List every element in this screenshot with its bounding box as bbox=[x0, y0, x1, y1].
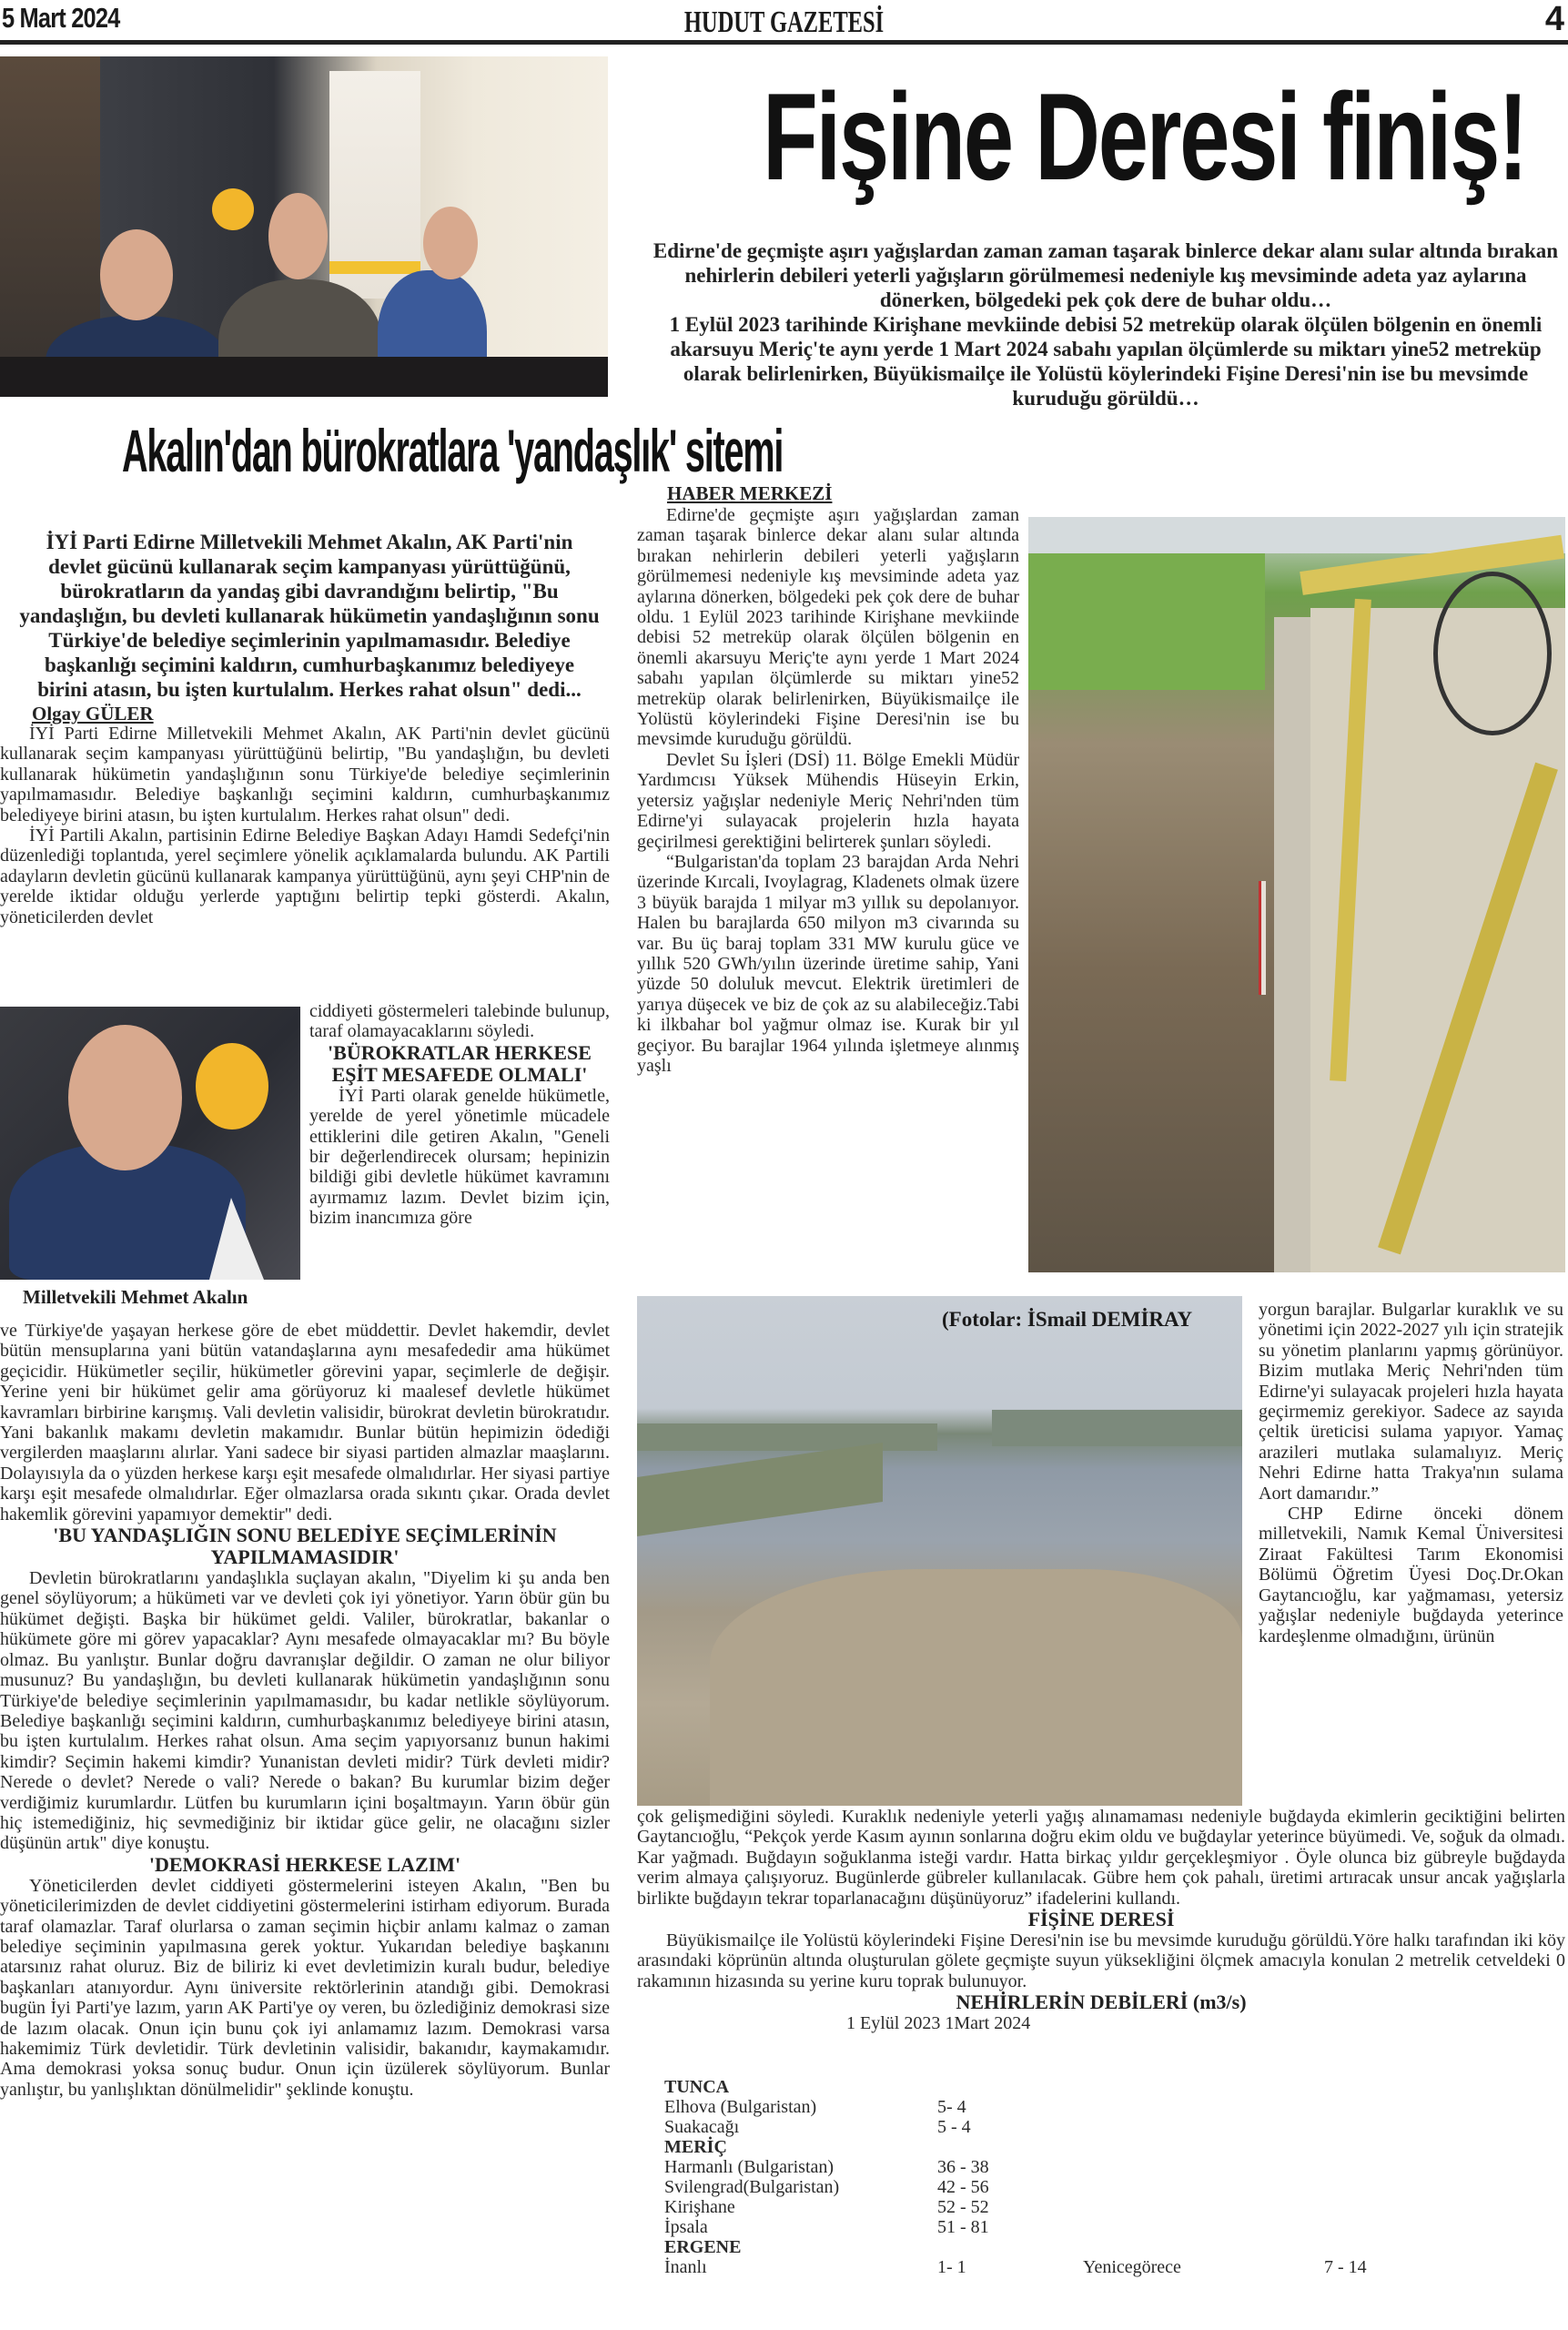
portrait-caption: Milletvekili Mehmet Akalın bbox=[23, 1286, 248, 1308]
station: İnanlı bbox=[664, 2257, 707, 2277]
bridge-photo bbox=[1028, 517, 1565, 1272]
table-row bbox=[664, 2117, 1556, 2137]
paragraph: Yöneticilerden devlet ciddiyeti göstermelerini isteyen Akalın, "Ben bu yöneticilerimizden de devlet ciddiyetini göstermelerini istirham ediyorum. Burada taraf olamazlar. Taraf olurlarsa o zaman seçimin hiçbir anlamı kalmaz o zaman belediye seçiminin yapılmasına gerek yoktur. Yukarıdan belediye başkanını atarsınız rahat oluruz. Biz de biliriz ki evet devletimizin kuralı budur, belediye başkanları atanıyordur. Aynı üniversite rektörlerinin atandığı gibi. Demokrasi bugün İyi Parti'ye lazım, yarın AK Parti'ye oy veren, bu özlediğiniz demokrasi size de lazım olacak. Onun için bunu çok iyi anlamamız lazım. Demokrasi varsa hakemimiz Türk devletidir. Türk devletinin valisidir, bakanıdır, kaymakamıdır. Ama demokrasi yoksa sonuç budur. Onun için üzülerek söylüyorum. Bunlar yanlıştır, bu yanlışlıktan dönülmelidir" şeklinde konuştu. bbox=[0, 1875, 610, 2100]
right-headline: Fişine Deresi finiş! bbox=[763, 67, 1527, 206]
paragraph: Büyükismailçe ile Yolüstü köylerindeki Fişine Deresi'nin ise bu mevsimde kuruduğu görüldü.Yöre halkı tarafından iki köy arasındaki köprünün altında oluşturulan gölete geçmişte suyun yüksekliğini ölçmek amacıyla konulan 2 metrelik cetveldeki 0 rakamının hizasında su yerine kuru toprak bulunuyor. bbox=[637, 1930, 1565, 1991]
table-section-meric bbox=[664, 2137, 1556, 2157]
river-photo bbox=[637, 1296, 1242, 1806]
left-byline: Olgay GÜLER bbox=[32, 703, 154, 724]
paragraph: Devletin bürokratlarını yandaşlıkla suçlayan akalın, "Diyelim ki şu anda ben genel söylüyorum; a hükümeti var ve devleti çok iyi yönetiyor. Yarın öbür gün bu hükümet değişti. Başka bir hükümet geldi. Valiler, bürokratlar, bakanlar o hükümete göre mi görev yapacaklar? Aynı mesafede olmayacaklar mı? Bu böyle olmaz. Bu yanlıştır. Bunlar doğru davranışlar değildir. O zaman ne olur biliyor musunuz? Bu yandaşlığın, bu devleti kullanarak hükümetin yandaşlığının sonu Türkiye'de belediye seçimlerinin yapılmamasıdır, bu kadar netlikle söylüyorum. Belediye başkanlığı seçimini kaldırın, cumhurbaşkanımız belediyeye birini atasın, bu işten kurtulalım. Herkes rahat olsun. Ama seçim yapıyorsanız bunun hakimi kimdir? Seçimin hakemi kimdir? Yunanistan devleti midir? Türk devleti midir? Nerede o devlet? Nerede o vali? Nerede o bakan? Bu kurumlar bizim değer verdiğimiz kurumlardır. Lütfen bu kurumların içini boşaltmayın. Yarın öbür gün hiç istemediğiniz, hiç sevmediğiniz bir iktidar güce gelir, ne olacağını sizler düşünün artık" diye konuştu. bbox=[0, 1568, 610, 1854]
paragraph: İYİ Parti Edirne Milletvekili Mehmet Akalın, AK Parti'nin devlet gücünü kullanarak seçim kampanyası yürüttüğünü belirtip, "Bu yandaşlığın, bu devleti kullanarak hükümetin yandaşlığının sonu Türkiye'de belediye seçimlerinin yapılmamasıdır. Belediye başkanlığı seçimini kaldırın, cumhurbaşkanımız belediyeye birini atasın, bu işten kurtulalım. Herkes rahat olsun" dedi. bbox=[0, 724, 610, 826]
party-logo-text bbox=[177, 66, 205, 129]
person-right-head bbox=[423, 207, 478, 279]
sun-logo-icon bbox=[196, 1043, 268, 1130]
right-lead bbox=[651, 238, 1561, 410]
flow-values: 1- 1 bbox=[937, 2257, 966, 2277]
section-label: MERİÇ bbox=[664, 2137, 727, 2157]
treeline-right bbox=[992, 1410, 1242, 1446]
poster-banner bbox=[329, 261, 420, 274]
subhead-burokratlar: 'BÜROKRATLAR HERKESE EŞİT MESAFEDE OLMALI' bbox=[328, 1040, 592, 1086]
flow-values: 5 - 4 bbox=[937, 2117, 971, 2137]
dry-riverbed bbox=[710, 1569, 1242, 1806]
left-lead: İYİ Parti Edirne Milletvekili Mehmet Akalın, AK Parti'nin devlet gücünü kullanarak seçim kampanyası yürüttüğünü, bürokratların da yandaş gibi davrandığını belirtip, "Bu yandaşlığın, bu devleti kullanarak hükümetin yandaşlığının sonu Türkiye'de belediye seçimlerinin yapılmamasıdır. Belediye başkanlığı seçimini kaldırın, cumhurbaşkanımız belediyeye birini atasın, bu işten kurtulalım. Herkes rahat olsun" dedi... bbox=[19, 531, 600, 701]
table-row bbox=[664, 2157, 1556, 2177]
flow-values: 5- 4 bbox=[937, 2097, 966, 2117]
table-row bbox=[664, 2177, 1556, 2197]
person-center-head bbox=[268, 193, 328, 279]
flow-values: 52 - 52 bbox=[937, 2197, 989, 2217]
flow-values: 36 - 38 bbox=[937, 2157, 989, 2177]
paragraph: Devlet Su İşleri (DSİ) 11. Bölge Emekli Müdür Yardımcısı Yüksek Mühendis Hüseyin Erkin, yetersiz yağışlar nedeniyle Meriç Nehri'nden tüm Edirne'yi sulayacak projelerin hızla hayata geçirilmesi gerektiğini belirterek şunları söyledi. bbox=[637, 749, 1019, 852]
lead-paragraph: 1 Eylül 2023 tarihinde Kirişhane mevkiinde debisi 52 metreküp olarak ölçülen bölgenin en önemli akarsuyu Meriç'te aynı yerde 1 Mart 2024 sabahı yapılan ölçümlerde su miktarı yine52 metreküp olarak belirlenirken, Büyükismailçe ile Yolüstü köylerindeki Fişine Deresi'nin ise bu mevsimde kuruduğu görüldü… bbox=[669, 313, 1543, 410]
paragraph: ciddiyeti göstermeleri talebinde bulunup, taraf olamayacaklarını söyledi. bbox=[309, 1001, 610, 1042]
subhead-yandaslik: 'BU YANDAŞLIĞIN SONU BELEDİYE SEÇİMLERİNİN YAPILMAMASIDIR' bbox=[53, 1524, 557, 1569]
concrete-wall bbox=[1274, 617, 1310, 1272]
paragraph: İYİ Partili Akalın, partisinin Edirne Belediye Başkan Adayı Hamdi Sedefçi'nin düzenlediği toplantıda, yerel seçimlere yönelik açıklamalarda bulundu. AK Partili adayların devletin gücünü kullanarak kampanya yürüttüğünü, aynı şeyi CHP'nin de yerelde iktidar olduğu yerlerde yaptığını belirtip tepki gösterdi. Akalın, yöneticilerden devlet bbox=[0, 826, 610, 927]
right-full-body bbox=[637, 1807, 1565, 2034]
green-field bbox=[1028, 553, 1265, 690]
table-row bbox=[664, 2097, 1556, 2117]
table-row bbox=[664, 2257, 1556, 2277]
left-body-bottom bbox=[0, 1321, 610, 2100]
table-section-ergene bbox=[664, 2237, 1556, 2257]
table-row bbox=[664, 2217, 1556, 2237]
treeline-left bbox=[637, 1423, 937, 1451]
left-bank bbox=[637, 1443, 883, 1536]
portrait-photo bbox=[0, 1007, 300, 1280]
station: Suakacağı bbox=[664, 2117, 740, 2137]
station: Elhova (Bulgaristan) bbox=[664, 2097, 817, 2117]
subhead-fisine-deresi: FİŞİNE DERESİ bbox=[1027, 1908, 1175, 1931]
right-side-column bbox=[1259, 1300, 1563, 1646]
left-headline: Akalın'dan bürokratlara 'yandaşlık' sitemi bbox=[121, 417, 784, 484]
right-narrow-column bbox=[637, 505, 1019, 1076]
table-section-tunca bbox=[664, 2077, 1556, 2097]
water-gauge bbox=[1259, 881, 1266, 995]
portrait-poster bbox=[0, 56, 100, 357]
table-surface bbox=[0, 357, 608, 397]
lead-paragraph: Edirne'de geçmişte aşırı yağışlardan zaman zaman taşarak binlerce dekar alanı sular altında bırakan nehirlerin debileri yeterli yağışların görülmemesi nedeniyle kış mevsiminde adeta yaz aylarına dönerken, bölgedeki pek çok dere de buhar oldu… bbox=[652, 239, 1559, 311]
station: Kirişhane bbox=[664, 2197, 735, 2217]
left-body-top bbox=[0, 724, 610, 927]
table-row bbox=[664, 2197, 1556, 2217]
section-label: ERGENE bbox=[664, 2237, 742, 2257]
flow-values: 7 - 14 bbox=[1324, 2257, 1367, 2277]
paragraph: CHP Edirne önceki dönem milletvekili, Namık Kemal Üniversitesi Ziraat Fakültesi Tarım Ekonomisi Bölümü Öğretim Üyesi Doç.Dr.Okan Gaytancıoğlu, kar yağmaması, yetersiz yağışlar nedeniyle buğdayda yeterince kardeşlenme olmadığını, ürünün bbox=[1259, 1504, 1563, 1646]
issue-date: 5 Mart 2024 bbox=[2, 2, 120, 34]
flow-values: 42 - 56 bbox=[937, 2177, 989, 2197]
paragraph: Edirne'de geçmişte aşırı yağışlardan zaman zaman taşarak binlerce dekar alanı sular altında bırakan nehirlerin debileri yeterli yağışların görülmemesi nedeniyle kış mevsiminde adeta yaz aylarına dönerken, bölgedeki pek çok dere de buhar oldu. 1 Eylül 2023 tarihinde Kirişhane mevkiinde debisi 52 metreküp olarak ölçülen bölgenin en önemli akarsuyu Meriç'te aynı yerde 1 Mart 2024 sabahı yapılan ölçümlerde su miktarı yine52 metreküp olarak belirlenirken, Büyükismailçe ile Yolüstü köylerindeki Fişine Deresi'nin ise bu mevsimde kuruduğu görüldü. bbox=[637, 505, 1019, 750]
paragraph: ve Türkiye'de yaşayan herkese göre de ebet müddettir. Devlet hakemdir, devlet bütün mensuplarına yani bütün vatandaşlarına aynı mesafededir ama hükümet geçicidir. Hükümetler seçilir, hükümetler görevini yapar, seçimlerle de değişir. Yerine yeni bir hükümet gelir ama görüyoruz ki maalesef devletle hükümet kavramları birbirine karışmış. Vali devletin valisidir, bürokrat devletin bürokratıdır. Yani bakanlık makamı devletin makamıdır. Bunlar bütün hepimizin ödediği vergilerden maaşlarını alırlar. Yani sadece bir siyasi partiden almazlar maaşlarını. Dolayısıyla da o yüzden herkese karşı eşit mesafede olmalıdırlar. Her siyasi partiye karşı eşit mesafede olmalıdırlar. Eğer olmazlarsa orada sıkıntı çıkar. Orada devlet hakemlik görevini yapamıyor demektir" dedi. bbox=[0, 1321, 610, 1525]
right-byline: HABER MERKEZİ bbox=[667, 482, 833, 504]
masthead bbox=[0, 0, 1568, 51]
newspaper-name: HUDUT GAZETESİ bbox=[683, 5, 885, 39]
left-wrap-column bbox=[309, 1001, 610, 1229]
station: Svilengrad(Bulgaristan) bbox=[664, 2177, 840, 2197]
station: Yenicegörece bbox=[1083, 2257, 1181, 2277]
station: Harmanlı (Bulgaristan) bbox=[664, 2157, 835, 2177]
bicycle-wheel bbox=[1433, 572, 1552, 735]
paragraph: yorgun barajlar. Bulgarlar kuraklık ve su yönetimi için 2022-2027 yılı için stratejik su yönetim planlarını yapmış görünüyor. Bizim mutlaka Meriç Nehri'nden tüm Edirne'yi sulayacak projeleri hızla hayata geçirmemiz gerekiyor. Sadece az sayıda çeltik üreticisi sulama yapıyor. Yamaç arazileri mutlaka sulamalıyız. Meriç Nehri Edirne hatta Trakya'nın sulama Aort damarıdır.” bbox=[1259, 1300, 1563, 1504]
flow-values: 51 - 81 bbox=[937, 2217, 989, 2237]
section-label: TUNCA bbox=[664, 2077, 730, 2097]
sun-logo-icon bbox=[212, 188, 254, 230]
table-dates-header: 1 Eylül 2023 1Mart 2024 bbox=[846, 2013, 1031, 2034]
station: İpsala bbox=[664, 2217, 708, 2237]
subhead-demokrasi: 'DEMOKRASİ HERKESE LAZIM' bbox=[148, 1852, 461, 1876]
masthead-rule bbox=[0, 40, 1568, 45]
meeting-photo bbox=[0, 56, 608, 397]
person-left-head bbox=[100, 229, 173, 320]
person-head bbox=[68, 1025, 182, 1170]
paragraph: İYİ Parti olarak genelde hükümetle, yerelde de yerel yönetimle mücadele ettiklerini dile getiren Akalın, "Geneli bir değerlendirecek olursam; hepinizin bildiği gibi devletle hükümet kavramını ayırmamız lazım. Devlet bizim için, bizim inancımıza göre bbox=[309, 1085, 610, 1229]
paragraph: “Bulgaristan'da toplam 23 barajdan Arda Nehri üzerinde Kırcali, Ivoylagrag, Kladenets olmak üzere 3 büyük barajda 1 milyar m3 yıllık su depolanıyor. Halen bu barajlarda 650 milyon m3 civarında su var. Bu üç baraj toplam 331 MW kurulu güce ve yıllık 520 GWh/yılın üzerinde üretime sahip, Yani yüzde 50 doluluk mevcut. Elektrik üretimleri de yarıya düşecek ve biz de çok az su alabileceğiz.Tabi ki ilkbahar bol yağmur olmaz ise. Kurak bir yıl geçiyor. Bu barajlar 1964 yılında işletmeye alınmış yaşlı bbox=[637, 851, 1019, 1076]
paragraph: çok gelişmediğini söyledi. Kuraklık nedeniyle yeterli yağış alınamaması nedeniyle buğdayda ekimlerin geciktiğini belirten Gaytancıoğlu, “Pekçok yerde Kasım ayının sonlarına doğru ekim oldu ve buğdaylar yeterince büyümedi. Ve, soğuk da olmadı. Kar yağmadı. Buğdayın soğuklanma isteği vardır. Hatta birkaç yıldır gerçekleşmiyor . Öyle olunca biz gübreyle buğdayda verim almaya çalışıyoruz. Bugünlerde gübreler kullanılacak. Gübre hem çok pahalı, üretimi artıracak unsur ancak yağışlarla birlikte buğdayın tekrar toparlanacağını düşünüyoruz” ifadelerini kullandı. bbox=[637, 1807, 1565, 1909]
photo-credit: (Fotolar: İSmail DEMİRAY bbox=[942, 1308, 1193, 1331]
table-title: NEHİRLERİN DEBİLERİ (m3/s) bbox=[956, 1991, 1247, 2014]
page-number: 4 bbox=[1544, 0, 1564, 38]
river-flow-table bbox=[664, 2077, 1556, 2277]
